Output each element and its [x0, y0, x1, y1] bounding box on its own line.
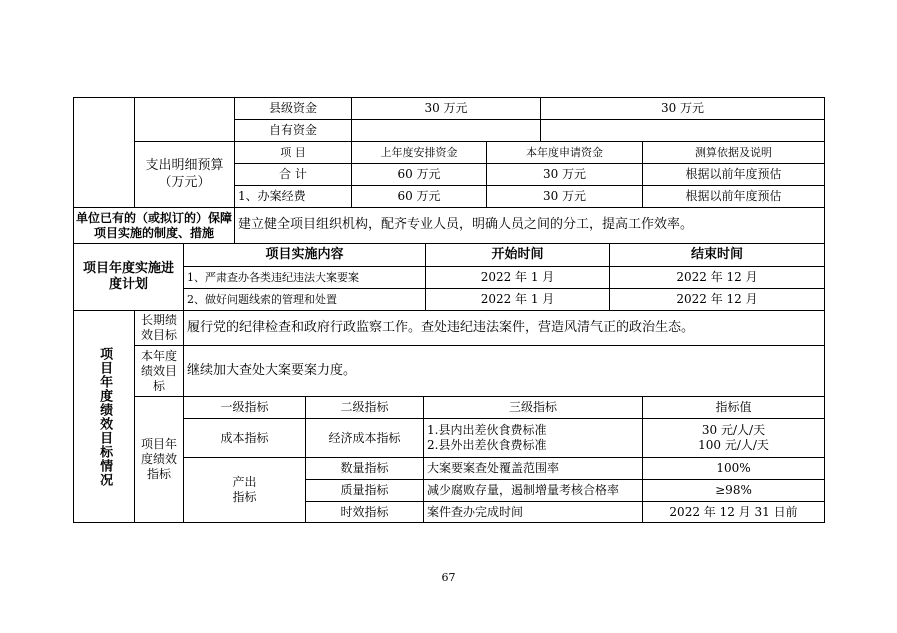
- section-left-blank: [73, 97, 135, 208]
- performance-label: [73, 310, 135, 523]
- indicator-label: 项目年度绩效指标: [134, 396, 184, 523]
- annual-goal-label: 本年度绩效目标: [134, 345, 184, 397]
- indicator-header-level2: 二级指标: [305, 396, 424, 419]
- expense-row-basis: 根据以前年度预估: [642, 185, 825, 208]
- expense-row-curr: 30 万元: [486, 163, 643, 186]
- schedule-row-content: 1、严肃查办各类违纪违法大案要案: [183, 266, 426, 289]
- indicator-header-level1: 一级指标: [183, 396, 306, 419]
- output-name: 时效指标: [305, 501, 424, 523]
- output-name: 质量指标: [305, 479, 424, 502]
- indicator-header-value: 指标值: [642, 396, 825, 419]
- expense-label: 支出明细预算 （万元）: [134, 141, 235, 208]
- output-indicator-label: 产出 指标: [183, 457, 306, 523]
- schedule-row-start: 2022 年 1 月: [425, 266, 610, 289]
- schedule-row-end: 2022 年 12 月: [609, 288, 825, 311]
- output-desc: 案件查办完成时间: [423, 501, 643, 523]
- expense-row-item: 1、办案经费: [234, 185, 352, 208]
- county-funds-curr: 30 万元: [540, 97, 825, 120]
- expense-row-prev: 60 万元: [351, 163, 487, 186]
- econ-cost-values: 30 元/人/天 100 元/人/天: [642, 418, 825, 458]
- schedule-label: 项目年度实施进度计划: [73, 243, 184, 311]
- page-number: 67: [441, 571, 456, 584]
- output-name: 数量指标: [305, 457, 424, 480]
- output-value: ≥98%: [642, 479, 825, 502]
- econ-cost-items: 1.县内出差伙食费标准 2.县外出差伙食费标准: [423, 418, 643, 458]
- county-funds-label: 县级资金: [234, 97, 352, 120]
- self-funds-prev: [351, 119, 541, 142]
- county-funds-prev: 30 万元: [351, 97, 541, 120]
- econ-cost-label: 经济成本指标: [305, 418, 424, 458]
- schedule-row-content: 2、做好问题线索的管理和处置: [183, 288, 426, 311]
- schedule-header-content: 项目实施内容: [183, 243, 426, 267]
- expense-header-curr: 本年度申请资金: [486, 141, 643, 164]
- output-desc: 大案要案查处覆盖范围率: [423, 457, 643, 480]
- schedule-header-start: 开始时间: [425, 243, 610, 267]
- performance-label-text: 项目年度绩效目标情况: [97, 346, 113, 487]
- funds-blank-label: [134, 97, 235, 142]
- expense-row-prev: 60 万元: [351, 185, 487, 208]
- expense-row-item: 合 计: [234, 163, 352, 186]
- expense-header-item: 项 目: [234, 141, 352, 164]
- long-term-text: 履行党的纪律检查和政府行政监察工作。查处违纪违法案件，营造风清气正的政治生态。: [183, 310, 825, 346]
- self-funds-label: 自有资金: [234, 119, 352, 142]
- expense-header-basis: 测算依据及说明: [642, 141, 825, 164]
- self-funds-curr: [540, 119, 825, 142]
- output-value: 100%: [642, 457, 825, 480]
- long-term-label: 长期绩效目标: [134, 310, 184, 346]
- schedule-row-start: 2022 年 1 月: [425, 288, 610, 311]
- indicator-header-level3: 三级指标: [423, 396, 643, 419]
- schedule-header-end: 结束时间: [609, 243, 825, 267]
- guarantee-label: 单位已有的（或拟订的）保障项目实施的制度、措施: [73, 207, 235, 244]
- cost-indicator-label: 成本指标: [183, 418, 306, 458]
- output-desc: 减少腐败存量，遏制增量考核合格率: [423, 479, 643, 502]
- output-value: 2022 年 12 月 31 日前: [642, 501, 825, 523]
- expense-row-basis: 根据以前年度预估: [642, 163, 825, 186]
- schedule-row-end: 2022 年 12 月: [609, 266, 825, 289]
- expense-header-prev: 上年度安排资金: [351, 141, 487, 164]
- expense-row-curr: 30 万元: [486, 185, 643, 208]
- guarantee-text: 建立健全项目组织机构，配齐专业人员，明确人员之间的分工，提高工作效率。: [234, 207, 825, 244]
- annual-goal-text: 继续加大查处大案要案力度。: [183, 345, 825, 397]
